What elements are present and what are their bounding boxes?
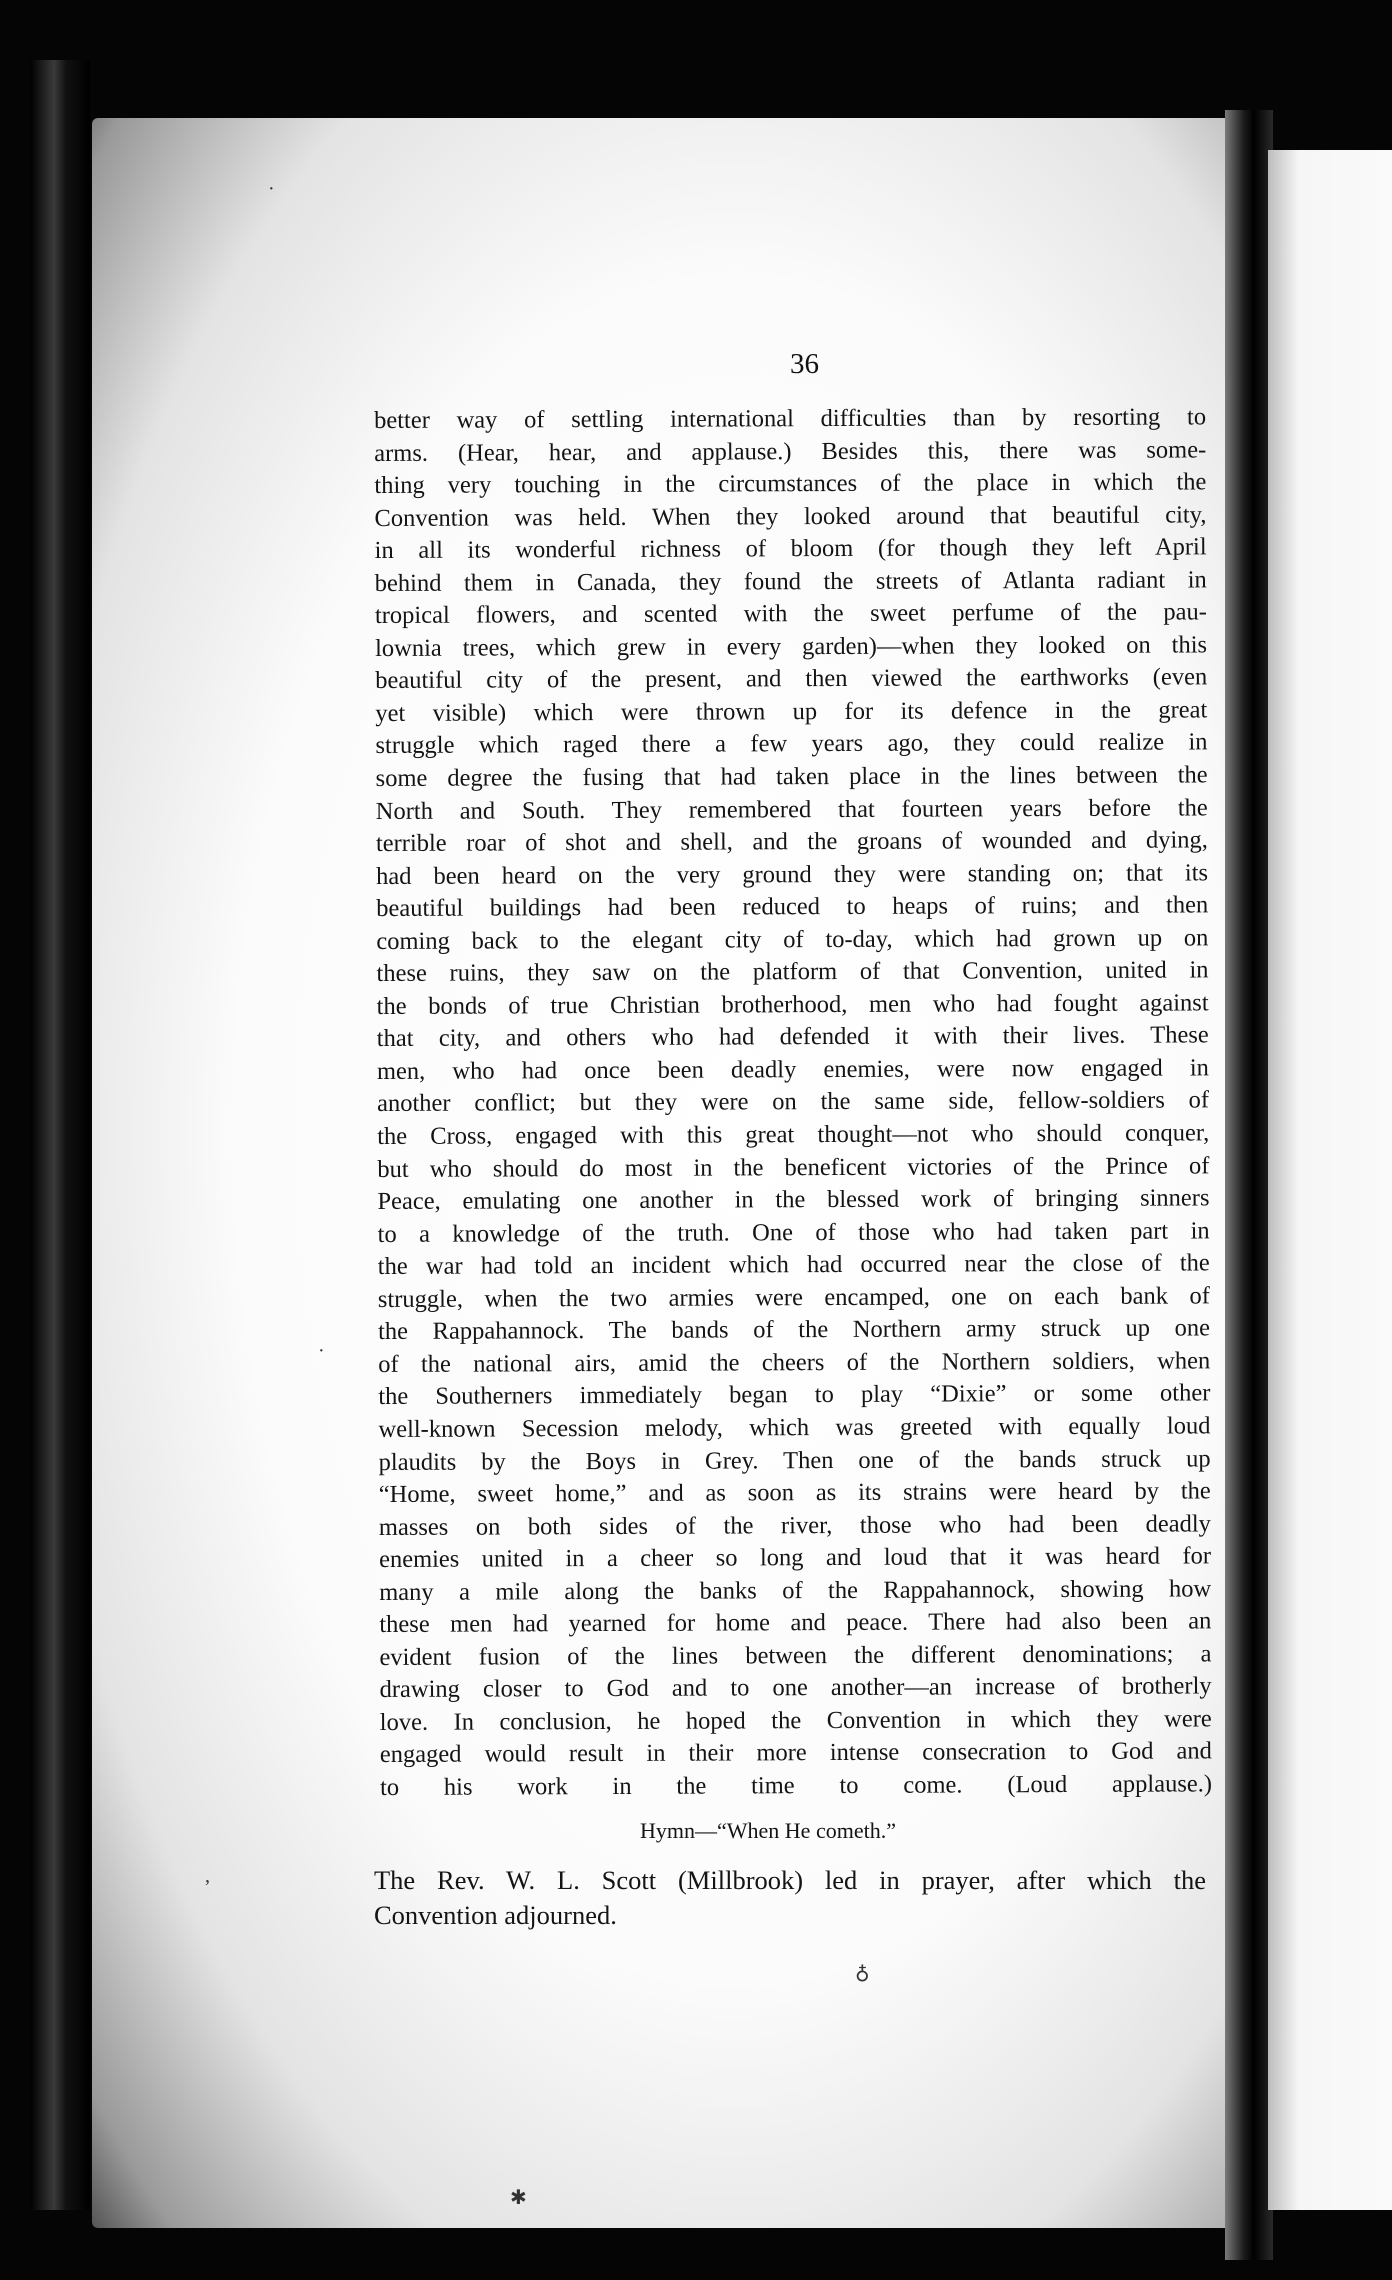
text-line: better way of settling international difficulties than by resorting to <box>374 403 1207 434</box>
text-line: had been heard on the very ground they were standing on; that its <box>375 859 1209 890</box>
closing-line: Convention adjourned. <box>374 1900 617 1930</box>
text-line: Convention was held. When they looked around that beautiful city, <box>374 501 1207 532</box>
text-line: beautiful buildings had been reduced to heaps of ruins; and then <box>376 891 1209 923</box>
text-line: in all its wonderful richness of bloom (for though they left April <box>374 533 1207 565</box>
closing-paragraph <box>374 1863 1206 1933</box>
text-line: struggle which raged there a few years ago, they could realize in <box>375 728 1208 760</box>
text-line: these men had yearned for home and peace. There had also been an <box>379 1607 1212 1639</box>
text-line: the war had told an incident which had occurred near the close of the <box>377 1249 1210 1281</box>
text-line: “Home, sweet home,” and as soon as its strains were heard by the <box>378 1477 1211 1509</box>
text-line: men, who had once been deadly enemies, were now engaged in <box>376 1054 1209 1085</box>
text-line: evident fusion of the lines between the different denominations; a <box>379 1640 1212 1671</box>
text-line: enemies united in a cheer so long and loud that it was heard for <box>378 1542 1212 1574</box>
text-line: terrible roar of shot and shell, and the groans of wounded and dying, <box>375 826 1208 858</box>
text-line: drawing closer to God and to one another—an increase of brotherly <box>379 1672 1212 1704</box>
text-line: many a mile along the banks of the Rappahannock, showing how <box>379 1575 1212 1606</box>
scan-speck: ♁ <box>855 1962 870 1984</box>
text-line: some degree the fusing that had taken place in the lines between the <box>375 761 1208 793</box>
text-line: beautiful city of the present, and then viewed the earthworks (even <box>375 663 1208 695</box>
scan-speck: · <box>318 1340 325 1362</box>
hymn-line: Hymn—“When He cometh.” <box>640 1818 896 1843</box>
scan-speck: , <box>205 1865 210 1887</box>
text-line: engaged would result in their more intense consecration to God and <box>379 1737 1212 1769</box>
text-line: behind them in Canada, they found the streets of Atlanta radiant in <box>374 566 1207 597</box>
body-text <box>374 401 1212 1804</box>
book-gutter <box>1225 110 1273 2260</box>
text-line: that city, and others who had defended it with their lives. These <box>376 1021 1209 1053</box>
text-line: tropical flowers, and scented with the sweet perfume of the pau- <box>374 598 1207 630</box>
text-line: plaudits by the Boys in Grey. Then one of the bands struck up <box>378 1444 1211 1476</box>
text-line: of the national airs, amid the cheers of the Northern soldiers, when <box>378 1347 1211 1378</box>
page-number: 36 <box>790 348 819 380</box>
text-line: masses on both sides of the river, those who had been deadly <box>378 1509 1211 1541</box>
text-line: but who should do most in the beneficent victories of the Prince of <box>377 1151 1210 1183</box>
text-line: Peace, emulating one another in the blessed work of bringing sinners <box>377 1184 1210 1216</box>
text-line: the Southerners immediately began to play “Dixie” or some other <box>378 1379 1211 1411</box>
text-line: love. In conclusion, he hoped the Convention in which they were <box>379 1705 1212 1736</box>
text-line: the Rappahannock. The bands of the Northern army struck up one <box>377 1314 1211 1346</box>
text-line: thing very touching in the circumstances of the place in which the <box>374 468 1207 500</box>
text-line: struggle, when the two armies were encamped, one on each bank of <box>377 1282 1210 1313</box>
text-line: the bonds of true Christian brotherhood, men who had fought against <box>376 989 1209 1020</box>
text-line: North and South. They remembered that fourteen years before the <box>375 793 1208 825</box>
text-line: yet visible) which were thrown up for its defence in the great <box>375 696 1208 727</box>
book-spine-edge <box>30 60 90 2210</box>
closing-line: The Rev. W. L. Scott (Millbrook) led in prayer, after which the <box>374 1865 1206 1895</box>
text-line: these ruins, they saw on the platform of that Convention, united in <box>376 956 1209 988</box>
text-line: arms. (Hear, hear, and applause.) Besides this, there was some- <box>374 435 1207 467</box>
text-line: the Cross, engaged with this great thought—not who should conquer, <box>377 1119 1210 1151</box>
text-line: coming back to the elegant city of to-day, which had grown up on <box>376 924 1209 955</box>
text-line: to a knowledge of the truth. One of those who had taken part in <box>377 1217 1210 1248</box>
right-page <box>1268 150 1392 2210</box>
text-line: another conflict; but they were on the same side, fellow-soldiers of <box>376 1086 1210 1118</box>
text-line: lownia trees, which grew in every garden)—when they looked on this <box>375 631 1208 662</box>
text-line: to his work in the time to come. (Loud applause.) <box>379 1770 1213 1801</box>
text-line: well-known Secession melody, which was greeted with equally loud <box>378 1412 1211 1443</box>
scan-speck: · <box>268 178 275 200</box>
scan-speck: ✱ <box>510 2187 527 2209</box>
